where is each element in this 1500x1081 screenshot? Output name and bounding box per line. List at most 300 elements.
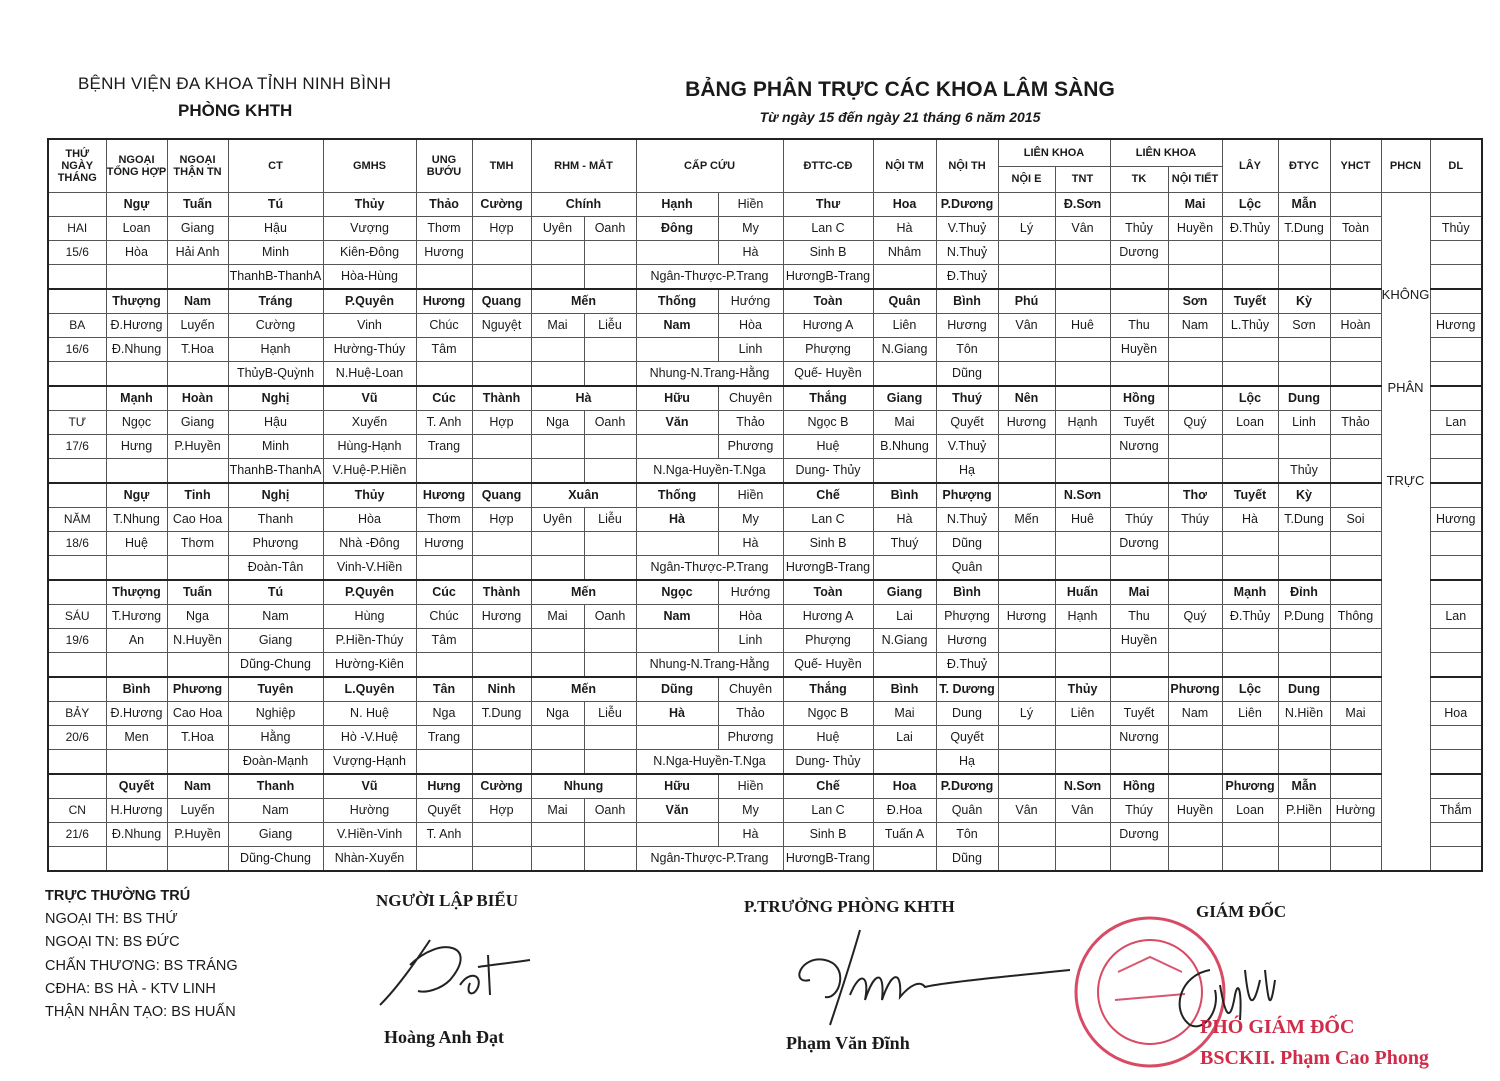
header-noi-e: NỘI E <box>998 166 1055 192</box>
schedule-cell: Hoa <box>873 192 936 216</box>
schedule-cell <box>1430 361 1482 386</box>
schedule-cell: 15/6 <box>48 240 106 264</box>
schedule-cell <box>1222 555 1278 580</box>
schedule-cell: Trang <box>416 434 472 458</box>
schedule-row <box>48 846 1482 871</box>
schedule-cell: Hà <box>873 507 936 531</box>
schedule-cell <box>998 531 1055 555</box>
header-dttc: ĐTTC-CĐ <box>783 139 873 192</box>
header-lay: LÂY <box>1222 139 1278 192</box>
schedule-cell <box>1430 289 1482 314</box>
schedule-cell: An <box>106 628 167 652</box>
schedule-cell <box>873 652 936 677</box>
schedule-cell <box>48 192 106 216</box>
schedule-cell <box>48 289 106 314</box>
schedule-cell: Thảo <box>1330 410 1381 434</box>
schedule-cell: Nga <box>167 604 228 628</box>
schedule-cell: Hương A <box>783 313 873 337</box>
schedule-cell: Hà <box>636 507 718 531</box>
schedule-cell: Oanh <box>584 798 636 822</box>
schedule-cell: Nam <box>1168 313 1222 337</box>
schedule-cell: Quyết <box>106 774 167 799</box>
schedule-cell: Tinh <box>167 483 228 508</box>
schedule-cell: Tâm <box>416 628 472 652</box>
schedule-cell: Chính <box>531 192 636 216</box>
schedule-cell: Dung <box>1278 677 1330 702</box>
schedule-cell: Hạnh <box>1055 604 1110 628</box>
schedule-cell: Nhà -Đông <box>323 531 416 555</box>
schedule-cell: Quân <box>936 555 998 580</box>
schedule-cell: Bình <box>873 677 936 702</box>
schedule-cell <box>1430 822 1482 846</box>
schedule-cell <box>531 749 584 774</box>
schedule-row <box>48 483 1482 508</box>
schedule-cell: Thành <box>472 386 531 411</box>
schedule-cell: Mai <box>1110 580 1168 605</box>
schedule-cell <box>1330 289 1381 314</box>
schedule-cell: N.Giang <box>873 628 936 652</box>
schedule-cell <box>998 822 1055 846</box>
schedule-cell: P.Hiền-Thúy <box>323 628 416 652</box>
schedule-cell: Thuý <box>936 386 998 411</box>
schedule-row <box>48 313 1482 337</box>
schedule-cell: Cao Hoa <box>167 701 228 725</box>
schedule-cell: Liễu <box>584 701 636 725</box>
schedule-cell: T.Hương <box>106 604 167 628</box>
schedule-cell <box>1430 240 1482 264</box>
schedule-cell: Dung- Thủy <box>783 458 873 483</box>
deputy-signature <box>780 925 1080 1035</box>
schedule-cell: Lan C <box>783 798 873 822</box>
schedule-cell: Vượng <box>323 216 416 240</box>
schedule-cell: Ngự <box>106 192 167 216</box>
resident-duty-line: THẬN NHÂN TẠO: BS HUẤN <box>45 1004 236 1020</box>
schedule-cell <box>472 749 531 774</box>
schedule-cell: T.Dung <box>1278 216 1330 240</box>
schedule-cell <box>1168 337 1222 361</box>
schedule-cell: Lộc <box>1222 192 1278 216</box>
schedule-cell: Đ.Thuỷ <box>936 652 998 677</box>
schedule-cell: Tuyết <box>1222 289 1278 314</box>
schedule-cell <box>472 337 531 361</box>
resident-duty-line: CHẤN THƯƠNG: BS TRÁNG <box>45 958 238 974</box>
schedule-cell: Hương <box>472 604 531 628</box>
schedule-cell <box>1278 822 1330 846</box>
schedule-cell: Thảo <box>718 410 783 434</box>
schedule-cell: Vũ <box>323 386 416 411</box>
schedule-cell: Mai <box>873 701 936 725</box>
schedule-cell: Tuyết <box>1222 483 1278 508</box>
schedule-cell: Huyền <box>1168 798 1222 822</box>
schedule-cell: Phương <box>167 677 228 702</box>
schedule-cell <box>472 458 531 483</box>
schedule-cell <box>1222 264 1278 289</box>
schedule-cell <box>1110 652 1168 677</box>
schedule-cell: Hoàn <box>1330 313 1381 337</box>
schedule-cell: Huê <box>1055 313 1110 337</box>
schedule-cell: Hợp <box>472 410 531 434</box>
schedule-cell <box>584 846 636 871</box>
schedule-cell: Mẫn <box>1278 192 1330 216</box>
schedule-cell: Hưng <box>106 434 167 458</box>
schedule-cell: H.Hương <box>106 798 167 822</box>
header-lien-khoa-2: LIÊN KHOA <box>1110 139 1222 166</box>
schedule-cell: N.Giang <box>873 337 936 361</box>
schedule-cell: Hương <box>1430 507 1482 531</box>
schedule-cell <box>1222 725 1278 749</box>
schedule-cell: Men <box>106 725 167 749</box>
schedule-cell: Phượng <box>783 337 873 361</box>
resident-duty-line: NGOẠI TH: BS THỨ <box>45 911 178 927</box>
schedule-cell <box>998 774 1055 799</box>
schedule-cell <box>472 652 531 677</box>
schedule-cell: N.Huệ-Loan <box>323 361 416 386</box>
schedule-cell: Hường-Kiên <box>323 652 416 677</box>
schedule-cell <box>416 749 472 774</box>
header-phcn: PHCN <box>1381 139 1430 192</box>
schedule-cell: Chuyên <box>718 386 783 411</box>
schedule-cell: Lộc <box>1222 677 1278 702</box>
schedule-cell <box>1110 555 1168 580</box>
schedule-cell: Hà <box>531 386 636 411</box>
schedule-cell: Hữu <box>636 774 718 799</box>
schedule-cell: Giang <box>228 628 323 652</box>
schedule-cell: Tuấn <box>167 192 228 216</box>
schedule-cell <box>998 580 1055 605</box>
schedule-cell: My <box>718 798 783 822</box>
schedule-cell <box>1055 846 1110 871</box>
schedule-cell <box>1278 434 1330 458</box>
schedule-cell: Tú <box>228 192 323 216</box>
schedule-cell: V.Thuỷ <box>936 434 998 458</box>
schedule-cell: TƯ <box>48 410 106 434</box>
schedule-cell: Đông <box>636 216 718 240</box>
schedule-cell: Hường <box>323 798 416 822</box>
schedule-cell: Giang <box>167 410 228 434</box>
schedule-cell: Nga <box>531 701 584 725</box>
schedule-cell <box>1430 749 1482 774</box>
schedule-cell: Nam <box>636 604 718 628</box>
schedule-cell: L.Quyên <box>323 677 416 702</box>
schedule-cell: Hương <box>936 313 998 337</box>
schedule-cell: Nam <box>228 604 323 628</box>
schedule-cell <box>1055 434 1110 458</box>
schedule-cell <box>636 822 718 846</box>
schedule-cell: Thủy <box>1278 458 1330 483</box>
schedule-cell: Ngọc B <box>783 410 873 434</box>
schedule-cell <box>1222 361 1278 386</box>
schedule-cell: Nhàn-Xuyến <box>323 846 416 871</box>
schedule-cell <box>1330 580 1381 605</box>
schedule-cell <box>1055 386 1110 411</box>
schedule-cell: Linh <box>718 628 783 652</box>
schedule-cell: HAI <box>48 216 106 240</box>
schedule-cell <box>1430 846 1482 871</box>
director-name: BSCKII. Phạm Cao Phong <box>1200 1047 1429 1069</box>
schedule-cell <box>998 361 1055 386</box>
schedule-cell: Hương <box>936 628 998 652</box>
schedule-cell: Hùng-Hạnh <box>323 434 416 458</box>
schedule-cell <box>1055 458 1110 483</box>
header-ung-buou: UNG BƯỚU <box>416 139 472 192</box>
schedule-cell: Dương <box>1110 240 1168 264</box>
schedule-cell <box>1055 725 1110 749</box>
schedule-cell: Hồng <box>1110 774 1168 799</box>
schedule-row <box>48 628 1482 652</box>
header-gmhs: GMHS <box>323 139 416 192</box>
schedule-cell <box>1330 749 1381 774</box>
header-day: THỨ NGÀY THÁNG <box>48 139 106 192</box>
schedule-cell: Đ.Sơn <box>1055 192 1110 216</box>
schedule-cell <box>1168 822 1222 846</box>
schedule-cell: Mai <box>1330 701 1381 725</box>
schedule-cell: Nam <box>167 774 228 799</box>
schedule-cell: Giang <box>167 216 228 240</box>
schedule-cell: Ninh <box>472 677 531 702</box>
schedule-cell: Huyền <box>1110 337 1168 361</box>
schedule-cell <box>1430 434 1482 458</box>
schedule-cell: N.Sơn <box>1055 483 1110 508</box>
schedule-cell: V.Huệ-P.Hiền <box>323 458 416 483</box>
schedule-cell: Phương <box>228 531 323 555</box>
schedule-cell: Thắm <box>1430 798 1482 822</box>
schedule-cell: Đ.Thuỷ <box>936 264 998 289</box>
schedule-cell <box>1278 846 1330 871</box>
schedule-cell <box>1110 483 1168 508</box>
schedule-cell: Quý <box>1168 410 1222 434</box>
schedule-cell: Vân <box>1055 216 1110 240</box>
schedule-cell: Hiền <box>718 192 783 216</box>
schedule-cell <box>998 483 1055 508</box>
schedule-cell: ThanhB-ThanhA <box>228 458 323 483</box>
schedule-cell <box>1168 361 1222 386</box>
schedule-cell: Linh <box>718 337 783 361</box>
schedule-cell: Tuấn A <box>873 822 936 846</box>
schedule-row <box>48 555 1482 580</box>
schedule-cell: Ngọc <box>636 580 718 605</box>
schedule-cell <box>1168 434 1222 458</box>
schedule-cell: Sơn <box>1168 289 1222 314</box>
schedule-cell: Hà <box>636 701 718 725</box>
schedule-cell: 21/6 <box>48 822 106 846</box>
schedule-cell: P.Hiền <box>1278 798 1330 822</box>
schedule-cell: Lan C <box>783 216 873 240</box>
schedule-cell <box>1430 483 1482 508</box>
schedule-cell: Tuyết <box>1110 701 1168 725</box>
schedule-cell <box>1222 531 1278 555</box>
schedule-cell: N.Sơn <box>1055 774 1110 799</box>
schedule-cell: Phương <box>718 434 783 458</box>
schedule-cell <box>1330 192 1381 216</box>
schedule-cell: Hà <box>718 531 783 555</box>
schedule-cell <box>167 846 228 871</box>
schedule-cell: 19/6 <box>48 628 106 652</box>
resident-duty-line: CĐHA: BS HÀ - KTV LINH <box>45 981 216 997</box>
schedule-cell <box>1168 458 1222 483</box>
schedule-cell <box>584 264 636 289</box>
schedule-cell: Soi <box>1330 507 1381 531</box>
schedule-cell: Nga <box>416 701 472 725</box>
header-noi-tiet: NỘI TIẾT <box>1168 166 1222 192</box>
schedule-cell: Huệ <box>783 434 873 458</box>
schedule-cell: Hiền <box>718 483 783 508</box>
schedule-cell: Huệ <box>783 725 873 749</box>
schedule-cell: Oanh <box>584 410 636 434</box>
schedule-cell: ThủyB-Quỳnh <box>228 361 323 386</box>
schedule-row <box>48 216 1482 240</box>
schedule-cell <box>1330 531 1381 555</box>
schedule-cell <box>1055 531 1110 555</box>
schedule-cell: Bình <box>936 580 998 605</box>
schedule-cell <box>1330 264 1381 289</box>
schedule-cell: Huấn <box>1055 580 1110 605</box>
schedule-cell: Cường <box>228 313 323 337</box>
schedule-cell <box>106 555 167 580</box>
schedule-cell <box>1278 264 1330 289</box>
schedule-cell: 16/6 <box>48 337 106 361</box>
schedule-cell: Thủy <box>1055 677 1110 702</box>
schedule-cell: Thanh <box>228 507 323 531</box>
period-subtitle: Từ ngày 15 đến ngày 21 tháng 6 năm 2015 <box>759 109 1041 125</box>
schedule-cell <box>1222 822 1278 846</box>
schedule-cell: Mẫn <box>1278 774 1330 799</box>
schedule-cell: Hoàn <box>167 386 228 411</box>
schedule-cell: Xuân <box>531 483 636 508</box>
schedule-cell <box>584 434 636 458</box>
schedule-cell: Vân <box>1055 798 1110 822</box>
schedule-cell <box>636 240 718 264</box>
schedule-cell <box>472 822 531 846</box>
schedule-cell: Sinh B <box>783 240 873 264</box>
schedule-cell: Vinh <box>323 313 416 337</box>
schedule-cell: Nga <box>531 410 584 434</box>
schedule-cell <box>531 822 584 846</box>
schedule-cell: Hòa-Hùng <box>323 264 416 289</box>
hospital-name: BỆNH VIỆN ĐA KHOA TỈNH NINH BÌNH <box>78 74 392 93</box>
schedule-cell: Ngân-Thược-P.Trang <box>636 264 783 289</box>
schedule-cell <box>48 458 106 483</box>
header-yhct: YHCT <box>1330 139 1381 192</box>
schedule-cell <box>48 361 106 386</box>
schedule-cell: Thủy <box>1430 216 1482 240</box>
phcn-note-word: TRỰC <box>1386 472 1425 488</box>
schedule-cell: Trang <box>416 725 472 749</box>
schedule-cell: Thượng <box>106 289 167 314</box>
schedule-cell: P.Huyền <box>167 434 228 458</box>
schedule-cell <box>584 240 636 264</box>
schedule-cell <box>416 458 472 483</box>
schedule-cell <box>416 652 472 677</box>
schedule-cell: Nương <box>1110 434 1168 458</box>
header-ct: CT <box>228 139 323 192</box>
schedule-cell <box>998 240 1055 264</box>
schedule-cell: Thơm <box>167 531 228 555</box>
schedule-cell <box>1430 580 1482 605</box>
schedule-cell: BA <box>48 313 106 337</box>
schedule-cell: Tráng <box>228 289 323 314</box>
schedule-cell <box>636 628 718 652</box>
schedule-cell <box>167 749 228 774</box>
schedule-cell: Hương <box>998 604 1055 628</box>
schedule-cell <box>1222 240 1278 264</box>
schedule-cell: Mến <box>531 289 636 314</box>
schedule-cell: Hương <box>416 240 472 264</box>
schedule-cell: Quang <box>472 289 531 314</box>
schedule-cell: Đ.Nhung <box>106 337 167 361</box>
schedule-cell: Phượng <box>936 604 998 628</box>
director-subtitle: PHÓ GIÁM ĐỐC <box>1200 1016 1355 1038</box>
schedule-cell: Thượng <box>106 580 167 605</box>
schedule-cell: Hoa <box>1430 701 1482 725</box>
schedule-cell: Đ.Hương <box>106 701 167 725</box>
header-cap-cuu: CẤP CỨU <box>636 139 783 192</box>
schedule-cell: Hoa <box>873 774 936 799</box>
phcn-note-word: KHÔNG <box>1381 286 1430 302</box>
schedule-cell: Nam <box>1168 701 1222 725</box>
schedule-cell: N.Nga-Huyền-T.Nga <box>636 458 783 483</box>
schedule-row <box>48 604 1482 628</box>
schedule-row <box>48 725 1482 749</box>
schedule-row <box>48 677 1482 702</box>
schedule-cell: Cường <box>472 192 531 216</box>
schedule-cell: T.Hoa <box>167 337 228 361</box>
schedule-cell: Hường <box>1330 798 1381 822</box>
schedule-cell: 20/6 <box>48 725 106 749</box>
schedule-cell: Dũng <box>636 677 718 702</box>
schedule-cell <box>1330 386 1381 411</box>
schedule-cell <box>472 264 531 289</box>
schedule-cell: Vũ <box>323 774 416 799</box>
schedule-cell <box>167 458 228 483</box>
schedule-cell: Quyết <box>416 798 472 822</box>
schedule-row <box>48 410 1482 434</box>
schedule-cell: Loan <box>1222 410 1278 434</box>
schedule-cell: Tuấn <box>167 580 228 605</box>
page-title: BẢNG PHÂN TRỰC CÁC KHOA LÂM SÀNG <box>685 78 1115 101</box>
schedule-cell <box>531 846 584 871</box>
schedule-cell: Phương <box>718 725 783 749</box>
creator-name: Hoàng Anh Đạt <box>384 1027 505 1047</box>
schedule-cell: Vượng-Hạnh <box>323 749 416 774</box>
schedule-cell: Nghị <box>228 386 323 411</box>
schedule-cell: Nghị <box>228 483 323 508</box>
creator-title: NGƯỜI LẬP BIỂU <box>376 891 519 910</box>
schedule-cell <box>1168 725 1222 749</box>
schedule-cell <box>998 458 1055 483</box>
schedule-cell: Dung <box>1278 386 1330 411</box>
schedule-cell <box>106 652 167 677</box>
schedule-cell: Ngân-Thược-P.Trang <box>636 846 783 871</box>
schedule-cell: Hương A <box>783 604 873 628</box>
schedule-cell: Phượng <box>936 483 998 508</box>
schedule-cell: Tuyết <box>1110 410 1168 434</box>
schedule-cell <box>472 555 531 580</box>
schedule-cell <box>1330 361 1381 386</box>
schedule-cell <box>531 240 584 264</box>
schedule-cell: Hùng <box>323 604 416 628</box>
schedule-cell: Hà <box>1222 507 1278 531</box>
schedule-cell: Hợp <box>472 798 531 822</box>
schedule-cell: Hợp <box>472 507 531 531</box>
duty-schedule-table <box>47 138 1483 872</box>
schedule-cell: Đoàn-Tân <box>228 555 323 580</box>
schedule-cell: Mạnh <box>106 386 167 411</box>
schedule-cell: Ngọc <box>106 410 167 434</box>
schedule-cell <box>1430 264 1482 289</box>
schedule-cell <box>584 337 636 361</box>
schedule-cell <box>1055 555 1110 580</box>
schedule-cell: Giang <box>873 580 936 605</box>
